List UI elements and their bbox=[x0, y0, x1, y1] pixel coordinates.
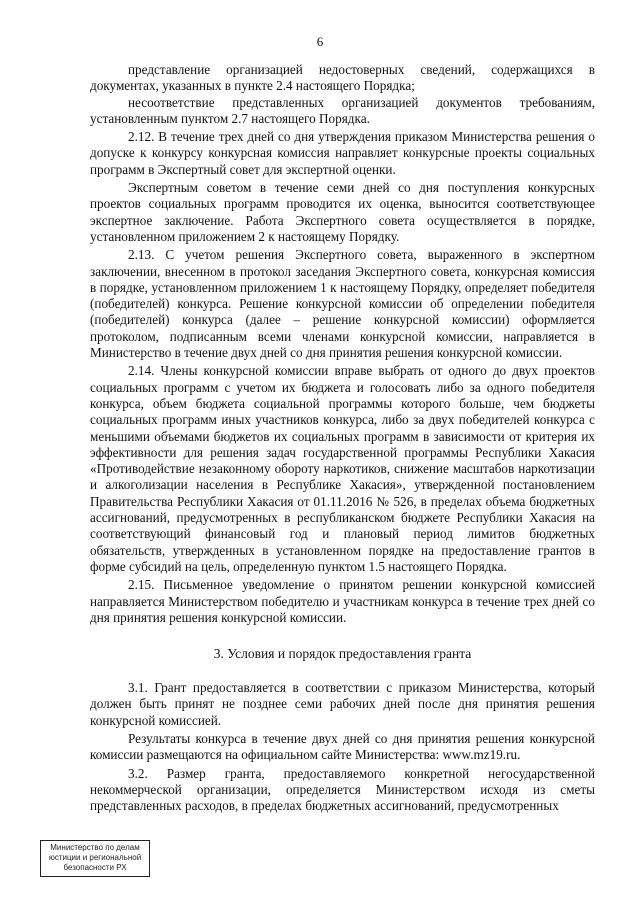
paragraph: представление организацией недостоверных сведений, содержащихся в документах, указанных в пункте 2.4 настоящего Порядка; bbox=[90, 62, 595, 94]
paragraph: Экспертным советом в течение семи дней со дня поступления конкурсных проектов социальных программ проводится их оценка, выносится соответствующее экспертное заключение. Работа Экспертного совета осуществляется в порядке, установленном приложением 2 к настоящему Порядку. bbox=[90, 180, 595, 244]
page-number: 6 bbox=[316, 34, 324, 49]
paragraph-2-12: 2.12. В течение трех дней со дня утверждения приказом Министерства решения о допуске к конкурсу конкурсная комиссия направляет конкурсные проекты социальных программ в Экспертный совет для экспертной оценки. bbox=[90, 129, 595, 177]
paragraph-2-13: 2.13. С учетом решения Экспертного совета, выраженного в экспертном заключении, внесенном в протокол заседания Экспертного совета, конкурсная комиссия в порядке, установленном приложением 1 к настоящему Порядку, определяет победителя (победителей) конкурса. Решение конкурсной комиссии об определении победителя (победителей) конкурса (далее – решение конкурсной комиссии) оформляется протоколом, подписанным всеми членами конкурсной комиссии, направляется в Министерство в течение двух дней со дня принятия решения конкурсной комиссии. bbox=[90, 247, 595, 361]
stamp-line: безопасности РХ bbox=[63, 863, 127, 872]
paragraph-2-14: 2.14. Члены конкурсной комиссии вправе выбрать от одного до двух проектов социальных программ с учетом их бюджета и голосовать либо за одного победителя конкурса, объем бюджета социальной программы которого больше, чем бюджеты социальных программ иных участников конкурса, либо за двух победителей конкурса с меньшими объемами бюджетов их социальных программ в зависимости от критерия их эффективности для решения задач государственной программы Республики Хакасия «Противодействие незаконному обороту наркотиков, снижение масштабов наркотизации и алкоголизации населения в Республике Хакасия», утвержденной постановлением Правительства Республики Хакасия от 01.11.2016 № 526, в пределах объема бюджетных ассигнований, предусмотренных в республиканском бюджете Республики Хакасия на соответствующий финансовый год и плановый период лимитов бюджетных обязательств, утвержденных в установленном порядке на предоставление грантов в форме субсидий на цель, определенную пунктом 1.5 настоящего Порядка. bbox=[90, 363, 595, 574]
paragraph-3-1: 3.1. Грант предоставляется в соответствии с приказом Министерства, который должен быть принят не позднее семи рабочих дней после дня принятия решения конкурсной комиссией. bbox=[90, 680, 595, 728]
paragraph-2-15: 2.15. Письменное уведомление о принятом решении конкурсной комиссией направляется Министерством победителю и участникам конкурса в течение трех дней со дня принятия решения конкурсной комиссии. bbox=[90, 577, 595, 625]
stamp-line: Министерство по делам bbox=[50, 843, 140, 852]
document-body bbox=[90, 62, 595, 814]
registration-stamp bbox=[40, 840, 150, 877]
stamp-line: юстиции и региональной bbox=[48, 853, 142, 862]
section-heading: 3. Условия и порядок предоставления гранта bbox=[213, 646, 472, 662]
paragraph: несоответствие представленных организацией документов требованиям, установленным пунктом 2.7 настоящего Порядка. bbox=[90, 94, 595, 126]
paragraph-3-2: 3.2. Размер гранта, предоставляемого конкретной негосударственной некоммерческой организации, определяется Министерством исходя из сметы представленных расходов, в пределах бюджетных ассигнований, предусмотренных bbox=[90, 765, 595, 814]
paragraph: Результаты конкурса в течение двух дней со дня принятия решения конкурсной комиссии размещаются на официальном сайте Министерства: www.mz19.ru. bbox=[90, 730, 595, 763]
